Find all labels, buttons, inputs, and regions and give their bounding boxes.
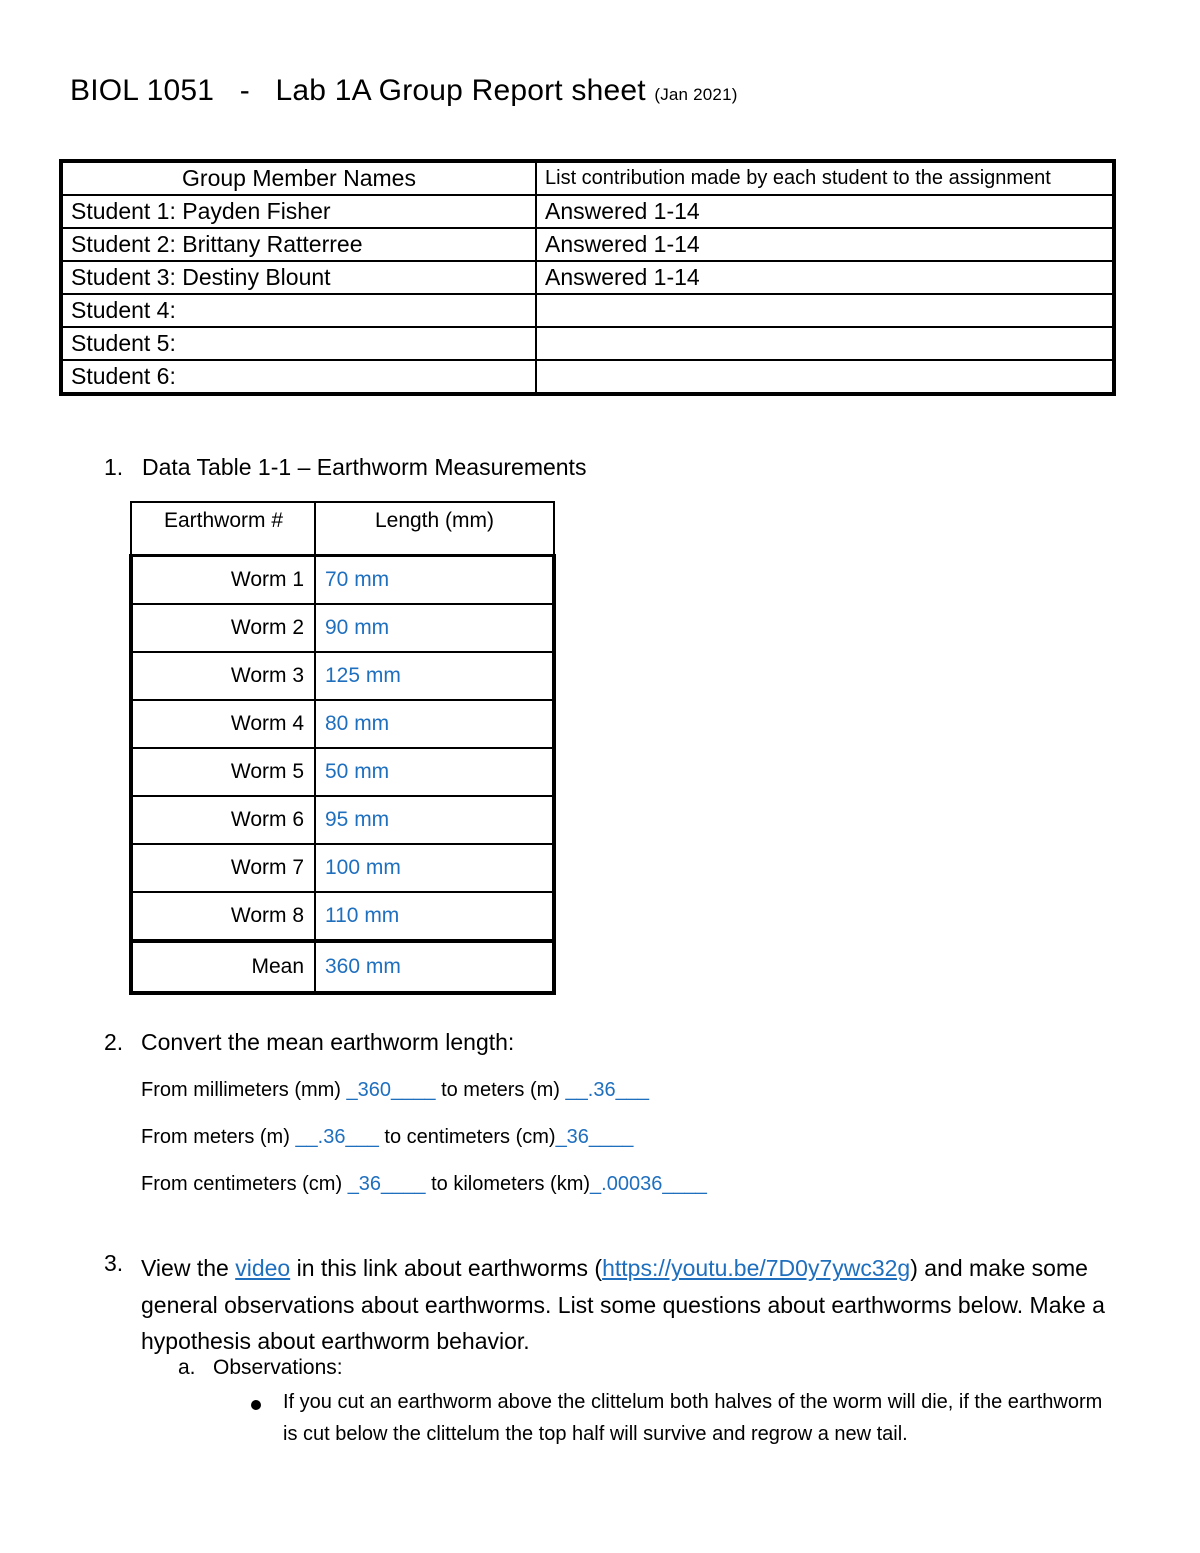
conversion-line-m-to-cm	[141, 1126, 633, 1149]
table-row	[61, 195, 1114, 228]
conv-text: From millimeters (mm)	[141, 1079, 347, 1101]
q3-text: in this link about earthworms (	[290, 1255, 603, 1281]
observations-subheading	[178, 1356, 343, 1380]
worm-label: Worm 4	[131, 700, 315, 748]
table-row	[131, 796, 554, 844]
q2-heading: Convert the mean earthworm length:	[141, 1029, 515, 1055]
q3-text: ) and make some general observations about earthworms. List some questions about earthworms below. Make a hypothesis about earthworm behavior.	[141, 1255, 1105, 1354]
earthworm-data-table	[129, 501, 556, 995]
worm-length-value[interactable]: 90 mm	[315, 604, 554, 652]
worm-length-value[interactable]: 80 mm	[315, 700, 554, 748]
youtube-url-link[interactable]: https://youtu.be/7D0y7ywc32g	[602, 1255, 911, 1281]
conv-answer[interactable]: _.00036____	[590, 1173, 707, 1195]
worm-label: Worm 7	[131, 844, 315, 892]
contribution-cell[interactable]	[536, 294, 1114, 327]
q2-number: 2.	[104, 1029, 124, 1055]
worm-length-value[interactable]: 100 mm	[315, 844, 554, 892]
conv-answer[interactable]: _360____	[346, 1079, 436, 1101]
table-row	[61, 228, 1114, 261]
student-name-cell[interactable]: Student 3: Destiny Blount	[61, 261, 536, 294]
title-date: (Jan 2021)	[654, 85, 738, 104]
group-names-header: Group Member Names	[61, 161, 536, 195]
student-name-cell[interactable]: Student 6:	[61, 360, 536, 394]
table-row	[131, 748, 554, 796]
worm-label: Worm 8	[131, 892, 315, 941]
worm-length-value[interactable]: 70 mm	[315, 556, 554, 605]
length-header: Length (mm)	[315, 502, 554, 556]
group-table-header	[61, 161, 1114, 195]
table-row	[61, 360, 1114, 394]
earthworm-number-header: Earthworm #	[131, 502, 315, 556]
student-name-cell[interactable]: Student 4:	[61, 294, 536, 327]
student-name-cell[interactable]: Student 5:	[61, 327, 536, 360]
conv-answer[interactable]: __.36___	[565, 1079, 649, 1101]
table-row	[131, 700, 554, 748]
q3-text: View the	[141, 1255, 236, 1281]
title-text: BIOL 1051 - Lab 1A Group Report sheet	[70, 74, 646, 107]
worm-length-value[interactable]: 50 mm	[315, 748, 554, 796]
table-row	[61, 261, 1114, 294]
bullet-dot-icon	[249, 1398, 263, 1412]
contribution-cell[interactable]	[536, 360, 1114, 394]
worm-label: Worm 2	[131, 604, 315, 652]
table-row	[131, 556, 554, 605]
mean-row	[131, 941, 554, 993]
conv-text: to kilometers (km)	[425, 1173, 591, 1195]
student-name-cell[interactable]: Student 1: Payden Fisher	[61, 195, 536, 228]
worm-label: Worm 5	[131, 748, 315, 796]
conv-answer[interactable]: _36____	[555, 1126, 634, 1148]
table-row	[61, 294, 1114, 327]
observation-bullet-text: If you cut an earthworm above the clittelum both halves of the worm will die, if the earthworm is cut below the clittelum the top half will survive and regrow a new tail.	[283, 1391, 1103, 1445]
contribution-cell[interactable]: Answered 1-14	[536, 195, 1114, 228]
q3-prompt	[141, 1250, 1151, 1360]
sub-label: a.	[178, 1356, 196, 1379]
conv-answer[interactable]: __.36___	[295, 1126, 379, 1148]
worm-table-header	[131, 502, 554, 556]
conv-text: From centimeters (cm)	[141, 1173, 348, 1195]
table-row	[131, 652, 554, 700]
conversion-line-mm-to-m	[141, 1079, 649, 1102]
worm-label: Worm 1	[131, 556, 315, 605]
table-row	[131, 844, 554, 892]
worm-length-value[interactable]: 110 mm	[315, 892, 554, 941]
conv-answer[interactable]: _36____	[347, 1173, 426, 1195]
worm-length-value[interactable]: 125 mm	[315, 652, 554, 700]
table-row	[131, 892, 554, 941]
conversion-line-cm-to-km	[141, 1173, 707, 1196]
contribution-cell[interactable]: Answered 1-14	[536, 261, 1114, 294]
q1-heading: Data Table 1-1 – Earthworm Measurements	[142, 454, 587, 480]
worm-length-value[interactable]: 95 mm	[315, 796, 554, 844]
group-member-table	[59, 159, 1116, 396]
page-title	[70, 74, 738, 108]
video-link[interactable]: video	[235, 1255, 291, 1281]
table-row	[61, 327, 1114, 360]
q1-number: 1.	[104, 454, 124, 480]
contribution-cell[interactable]	[536, 327, 1114, 360]
table-row	[131, 604, 554, 652]
q3-number: 3.	[104, 1250, 124, 1276]
worm-label: Worm 6	[131, 796, 315, 844]
contribution-header: List contribution made by each student to the assignment	[536, 161, 1114, 195]
worm-label: Worm 3	[131, 652, 315, 700]
sub-heading-text: Observations:	[213, 1356, 343, 1379]
mean-value[interactable]: 360 mm	[315, 941, 554, 993]
contribution-cell[interactable]: Answered 1-14	[536, 228, 1114, 261]
conv-text: From meters (m)	[141, 1126, 296, 1148]
mean-label: Mean	[131, 941, 315, 993]
student-name-cell[interactable]: Student 2: Brittany Ratterree	[61, 228, 536, 261]
conv-text: to meters (m)	[435, 1079, 566, 1101]
conv-text: to centimeters (cm)	[378, 1126, 556, 1148]
